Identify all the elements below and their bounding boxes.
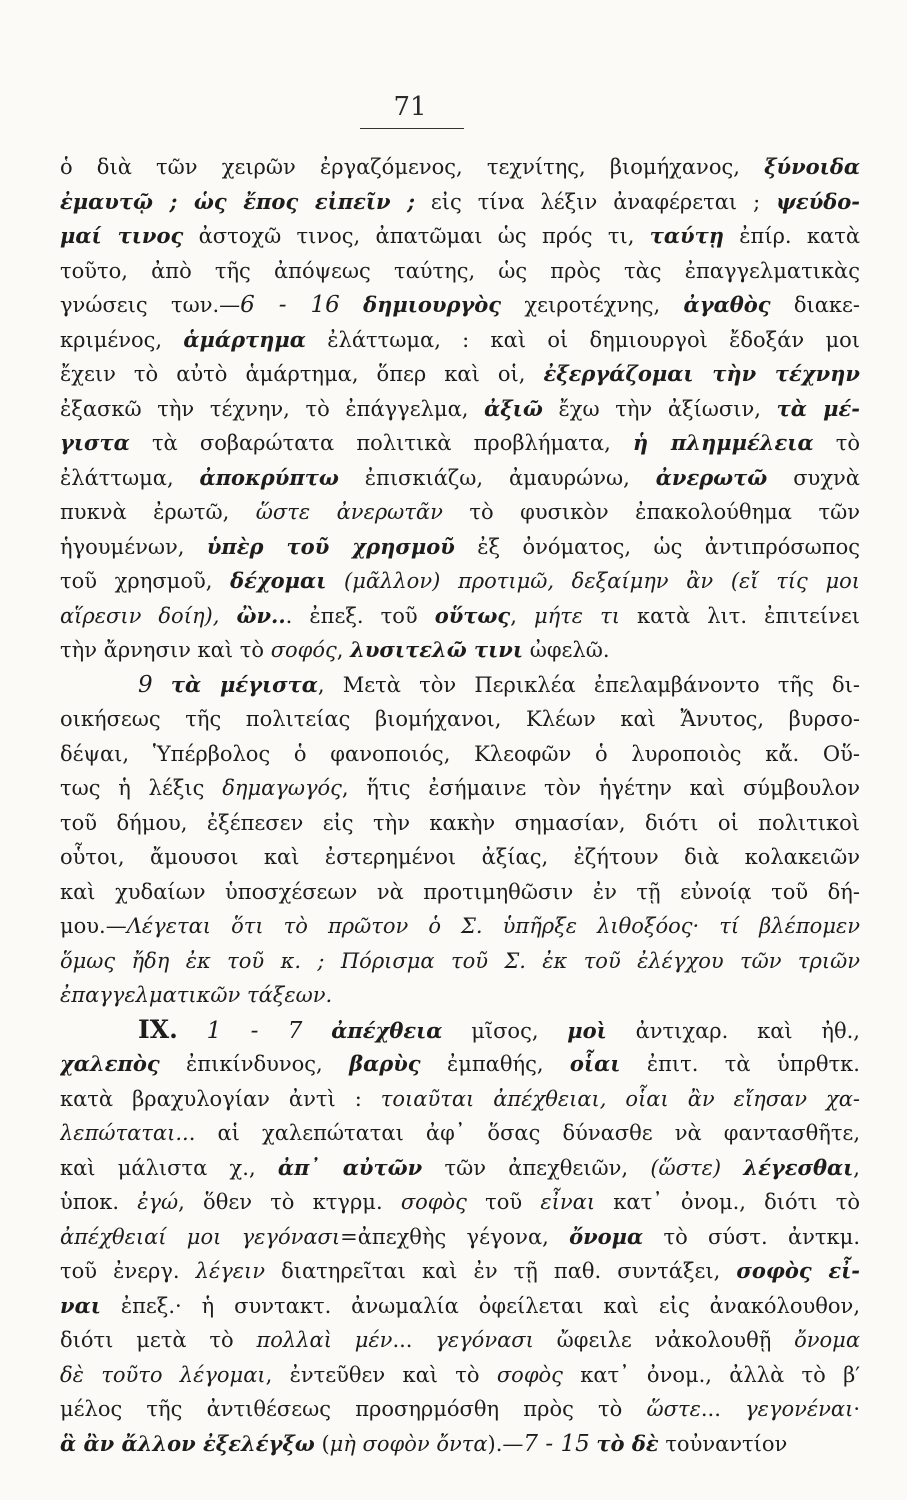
lemma: ὢν..: [236, 602, 286, 628]
lemma: τὰ μέγιστα: [170, 671, 318, 697]
text-line: [60, 875, 860, 910]
text-segment: ὤφειλε νἀκολουθῇ: [533, 1328, 795, 1352]
text-segment: καὶ μάλιστα χ.,: [60, 1155, 278, 1180]
text-line: [60, 1358, 860, 1393]
text-segment: οὗτοι, ἄμουσοι καὶ ἐστερημένοι ἀξίας, ἐζήτουν διὰ κολακειῶν: [60, 845, 860, 869]
lemma: γιστα: [60, 430, 130, 455]
text-line: [60, 357, 860, 392]
text-line: [60, 288, 860, 323]
text-line: [60, 1289, 860, 1324]
text-segment: διακε-: [770, 293, 860, 317]
text-segment: ὥστε: [646, 1397, 701, 1421]
text-segment: (: [314, 1431, 330, 1456]
text-segment: ἐπεξ.· ἡ συντακτ. ἀνωμαλία ὀφείλεται καὶ εἰς ἀνακόλουθον,: [100, 1293, 860, 1318]
text-segment: τὸ σύστ. ἀντκμ.: [643, 1224, 860, 1249]
text-line: [60, 254, 860, 289]
text-line: [60, 978, 860, 1013]
text-segment: γνώσεις των.—: [60, 293, 241, 317]
text-segment: κατ᾽ ὀνομ., διότι τὸ: [595, 1190, 860, 1214]
text-segment: τως ἡ λέξις: [60, 776, 223, 800]
lemma: ὑπὲρ τοῦ χρησμοῦ: [206, 533, 455, 559]
text-line: [60, 495, 860, 530]
text-line: [60, 1047, 860, 1082]
text-line: [60, 599, 860, 634]
lemma: τὰ μέ-: [776, 395, 860, 421]
lemma: ἀξιῶ: [484, 395, 543, 421]
text-line: [60, 1254, 860, 1289]
text-segment: ,: [336, 638, 351, 662]
text-line: [60, 1013, 860, 1048]
text-segment: αἵρεσιν δοίη),: [60, 603, 237, 628]
text-segment: ὄνομα: [794, 1328, 860, 1352]
text-segment: ἐπιτ. τὰ ὑπρθτκ.: [620, 1052, 860, 1076]
lemma: ἃ ἂν ἄλλον ἐξελέγξω: [60, 1430, 315, 1456]
lemma: ξύνοιδα: [764, 154, 860, 179]
lemma: ἡ πλημμέλεια: [632, 430, 814, 455]
text-segment: [721, 1156, 743, 1180]
line-reference: 9: [138, 671, 153, 698]
text-segment: ὑποκ.: [60, 1190, 138, 1214]
lemma: σοφὸς εἶ-: [736, 1258, 860, 1283]
lemma: οἷαι: [569, 1051, 621, 1076]
text-segment: τοὐναντίον: [658, 1431, 788, 1456]
text-line: [60, 150, 860, 185]
text-segment: εἰς τίνα λέξιν ἀναφέρεται ;: [414, 189, 777, 214]
lemma: οὕτως: [434, 602, 511, 628]
lemma: ἐξεργάζομαι τὴν τέχνην: [543, 361, 860, 386]
text-segment: διατηρεῖται καὶ ἐν τῇ παθ. συντάξει,: [265, 1259, 737, 1283]
text-line: [60, 323, 860, 358]
text-segment: ἔχω τὴν ἀξίωσιν,: [542, 396, 777, 421]
text-line: [60, 185, 860, 220]
text-segment: δὲ τοῦτο λέγομαι: [60, 1362, 266, 1387]
lemma: ἐμαυτῷ ; ὡς ἔπος εἰπεῖν ;: [60, 188, 415, 214]
lemma: ἀπ᾽ αὐτῶν: [277, 1154, 423, 1180]
text-segment: χειροτέχνης,: [501, 293, 684, 317]
lemma: δημιουργὸς: [363, 292, 502, 317]
text-line: [60, 668, 860, 703]
text-line: [60, 944, 860, 979]
section-heading: IX.: [138, 1014, 178, 1044]
text-segment: ἐλάττωμα, : καὶ οἱ δημιουργοὶ ἔδοξάν μοι: [305, 327, 860, 352]
text-segment: , Μετὰ τὸν Περικλέα ἐπελαμβάνοντο τῆς δι-: [317, 672, 860, 697]
text-segment: ).—: [487, 1431, 524, 1456]
lemma: τὸ δὲ: [596, 1430, 659, 1456]
text-segment: , ἐντεῦθεν καὶ τὸ: [265, 1362, 497, 1387]
lemma: ἁμάρτημα: [183, 326, 306, 352]
text-line: [60, 1082, 860, 1117]
text-line: [60, 806, 860, 841]
text-segment: ἐπικίνδυνος,: [159, 1052, 350, 1076]
text-line: [60, 840, 860, 875]
text-segment: ὠφελῶ.: [523, 638, 610, 662]
lemma: χαλεπὸς: [60, 1051, 160, 1076]
text-segment: ·: [853, 1397, 860, 1421]
text-segment: κατὰ βραχυλογίαν ἀντὶ :: [60, 1086, 381, 1111]
text-segment: κριμένος,: [60, 327, 184, 352]
text-line: [60, 737, 860, 772]
text-segment: συχνὰ: [767, 465, 860, 490]
text-segment: ,: [510, 603, 534, 628]
text-segment: πυκνὰ ἐρωτῶ,: [60, 500, 256, 524]
text-line: [60, 1151, 860, 1186]
text-segment: ἐπίρ. κατὰ: [723, 224, 860, 248]
text-segment: τῶν ἀπεχθειῶν,: [422, 1155, 651, 1180]
text-segment: ὁ διὰ τῶν χειρῶν ἐργαζόμενος, τεχνίτης, βιομήχανος,: [60, 155, 765, 179]
text-segment: ἔχειν τὸ αὐτὸ ἁμάρτημα, ὅπερ καὶ οἱ,: [60, 362, 544, 386]
text-line: [60, 1185, 860, 1220]
text-segment: τοῦ δήμου, ἐξέπεσεν εἰς τὴν κακὴν σημασίαν, διότι οἱ πολιτικοὶ: [60, 810, 860, 835]
lemma: ψεύδο-: [776, 188, 860, 214]
text-line: [60, 1220, 860, 1255]
lemma: δέχομαι: [230, 568, 327, 593]
text-segment: , ὅθεν τὸ κτγρμ.: [178, 1190, 401, 1214]
text-segment: τὸ: [813, 431, 860, 455]
lemma: λέγεσθαι: [743, 1154, 854, 1180]
text-segment: εἶναι: [540, 1190, 596, 1214]
text-segment: μήτε τι: [533, 603, 620, 628]
text-segment: ἐμπαθής,: [420, 1052, 570, 1076]
text-segment: σοφὸς: [496, 1362, 563, 1387]
text-segment: τοιαῦται ἀπέχθειαι, οἷαι ἂν εἴησαν χα-: [380, 1086, 860, 1111]
text-segment: καὶ χυδαίων ὑποσχέσεων νὰ προτιμηθῶσιν ἐν τῇ εὐνοίᾳ τοῦ δή-: [60, 879, 860, 904]
lemma: μαί τινος: [60, 223, 184, 248]
text-segment: λέγειν: [195, 1259, 266, 1283]
text-segment: ...: [700, 1397, 746, 1421]
text-segment: κατὰ λιτ. ἐπιτείνει: [619, 603, 860, 628]
text-segment: ἡγουμένων,: [60, 534, 207, 559]
text-line: [60, 909, 860, 944]
lemma: λυσιτελῶ τινι: [350, 637, 524, 662]
text-segment: δημαγωγός: [222, 776, 342, 800]
line-reference: 1 - 7: [206, 1017, 303, 1044]
text-segment: ,: [853, 1155, 860, 1180]
text-segment: [302, 1019, 331, 1043]
text-line: [60, 392, 860, 427]
text-segment: μου.—: [60, 914, 127, 938]
text-line: [60, 1427, 860, 1462]
text-line: [60, 1392, 860, 1427]
lemma: ἀνερωτῶ: [655, 464, 768, 490]
text-segment: ὥστε ἀνερωτᾶν: [255, 500, 443, 524]
text-segment: γεγονέναι: [745, 1397, 854, 1421]
text-line: [60, 564, 860, 599]
text-segment: ἀντιχαρ. καὶ ἠθ.,: [606, 1018, 860, 1043]
page-number: 71: [393, 92, 427, 122]
text-segment: ἐξασκῶ τὴν τέχνην, τὸ ἐπάγγελμα,: [60, 396, 485, 421]
text-segment: τὰ σοβαρώτατα πολιτικὰ προβλήματα,: [129, 431, 633, 455]
text-line: [60, 1116, 860, 1151]
text-line: [60, 1323, 860, 1358]
line-reference: 7 - 15: [523, 1430, 590, 1457]
text-line: [60, 633, 860, 668]
text-segment: διότι μετὰ τὸ: [60, 1328, 257, 1352]
text-segment: . ἐπεξ. τοῦ: [285, 603, 435, 628]
commentary-text: [60, 150, 860, 1461]
text-line: [60, 426, 860, 461]
text-segment: [178, 1019, 207, 1043]
text-segment: ἀπέχθειαί μοι γεγόνασι: [60, 1224, 341, 1249]
text-line: [60, 530, 860, 565]
text-segment: πολλαὶ μέν: [256, 1328, 393, 1352]
text-segment: Λέγεται ὅτι τὸ πρῶτον ὁ Σ. ὑπῆρξε λιθοξόος· τί βλέπομεν: [126, 914, 860, 938]
text-segment: (ὥστε): [650, 1155, 722, 1180]
text-segment: μέλος τῆς ἀντιθέσεως προσηρμόσθη πρὸς τὸ: [60, 1397, 647, 1421]
text-segment: [153, 673, 171, 697]
text-segment: =ἀπεχθὴς γέγονα,: [340, 1224, 570, 1249]
text-line: [60, 702, 860, 737]
text-line: [60, 219, 860, 254]
text-segment: ἐγώ: [137, 1190, 179, 1214]
text-segment: οικήσεως τῆς πολιτείας βιομήχανοι, Κλέων καὶ Ἄνυτος, βυρσο-: [60, 707, 860, 731]
text-segment: ἐξ ὀνόματος, ὡς ἀντιπρόσωπος: [454, 534, 860, 559]
text-segment: σοφός: [270, 638, 337, 662]
text-segment: ἐλάττωμα,: [60, 465, 200, 490]
lemma: ναι: [60, 1292, 101, 1318]
text-segment: ὅμως ἤδη ἐκ τοῦ κ. ; Πόρισμα τοῦ Σ. ἐκ τοῦ ἐλέγχου τῶν τριῶν: [60, 948, 860, 973]
text-segment: ...: [392, 1328, 436, 1352]
text-segment: δέψαι, Ὑπέρβολος ὁ φανοποιός, Κλεοφῶν ὁ λυροποιὸς κἄ. Οὕ-: [60, 741, 860, 766]
lemma: ταύτῃ: [649, 223, 724, 248]
lemma: βαρὺς: [349, 1051, 421, 1076]
header-rule: [360, 128, 464, 129]
text-segment: τὸ φυσικὸν ἐπακολούθημα τῶν: [442, 500, 860, 524]
lemma: ἀπέχθεια: [331, 1017, 443, 1043]
text-segment: ἐπαγγελματικῶν τάξεων.: [60, 983, 333, 1007]
text-segment: τοῦτο, ἀπὸ τῆς ἀπόψεως ταύτης, ὡς πρὸς τὰς ἐπαγγελματικὰς: [60, 258, 860, 283]
text-segment: τοῦ ἐνεργ.: [60, 1259, 196, 1283]
lemma: μοὶ: [567, 1017, 607, 1043]
text-segment: τὴν ἄρνησιν καὶ τὸ: [60, 638, 271, 662]
lemma: ὄνομα: [569, 1223, 644, 1249]
text-segment: . αἱ χαλεπώταται ἀφ᾽ ὅσας δύνασθε νὰ φαντασθῆτε,: [188, 1121, 860, 1145]
line-reference: 6 - 16: [240, 292, 340, 318]
text-segment: τοῦ χρησμοῦ,: [60, 569, 231, 593]
lemma: ἀγαθὸς: [683, 292, 771, 317]
text-segment: μὴ σοφὸν ὄντα: [329, 1431, 488, 1456]
text-segment: , ἥτις ἐσήμαινε τὸν ἡγέτην καὶ σύμβουλον: [341, 776, 860, 800]
text-line: [60, 461, 860, 496]
lemma: ἀποκρύπτω: [199, 464, 339, 490]
text-segment: σοφὸς: [400, 1190, 467, 1214]
text-segment: (μᾶλλον) προτιμῶ, δεξαίμην ἂν (εἴ τίς μοι: [326, 569, 860, 593]
text-segment: γεγόνασι: [435, 1328, 534, 1352]
text-segment: τοῦ: [466, 1190, 541, 1214]
text-segment: ἐπισκιάζω, ἀμαυρώνω,: [338, 465, 656, 490]
text-segment: [340, 293, 363, 317]
text-line: [60, 771, 860, 806]
text-segment: μῖσος,: [442, 1018, 568, 1043]
text-segment: κατ᾽ ὀνομ., ἀλλὰ τὸ β′: [562, 1362, 860, 1387]
text-segment: ἀστοχῶ τινος, ἀπατῶμαι ὡς πρός τι,: [183, 224, 650, 248]
text-segment: λεπώταται..: [60, 1121, 189, 1145]
